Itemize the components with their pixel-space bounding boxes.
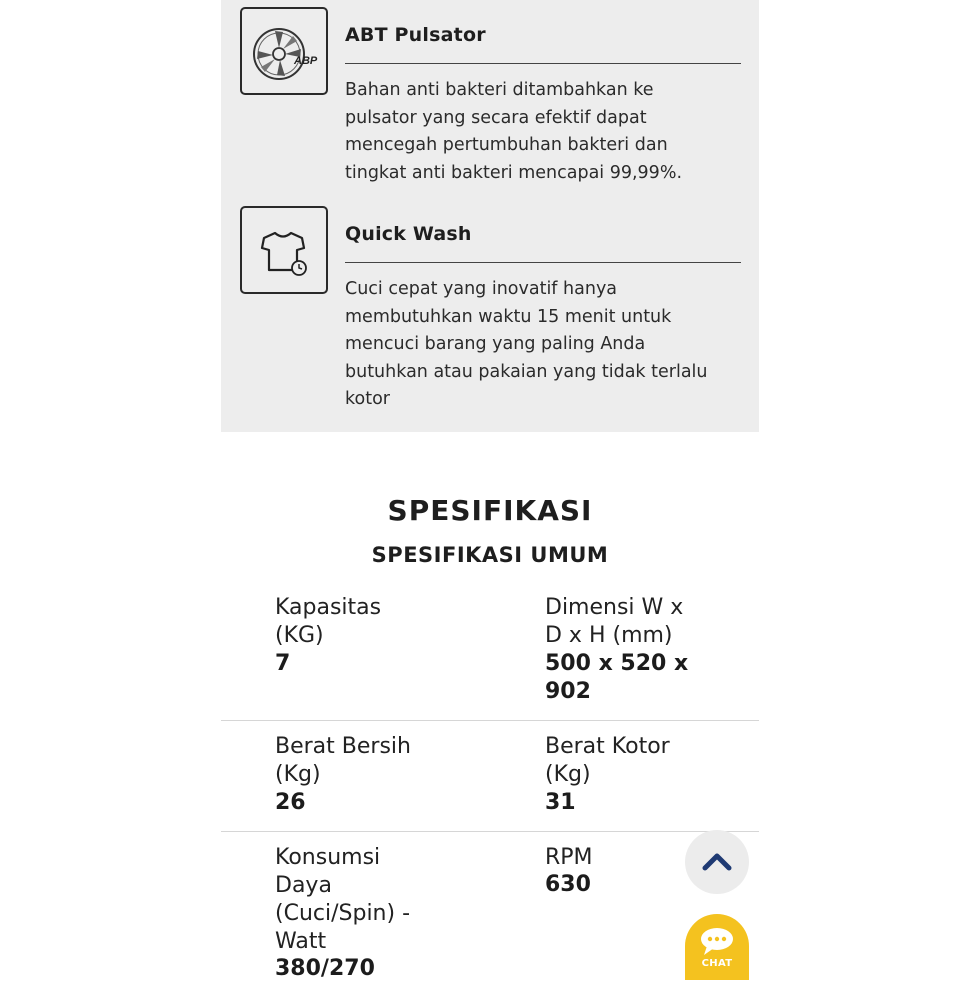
spec-value-capacity: 7 (275, 651, 291, 676)
feature-title: ABT Pulsator (345, 24, 486, 46)
features-panel (221, 0, 759, 432)
spec-label-power: Konsumsi Daya (Cuci/Spin) - Watt (275, 845, 411, 954)
feature-description: Cuci cepat yang inovatif hanya membutuhkan waktu 15 menit untuk mencuci barang yang paling Anda butuhkan atau pakaian yang tidak terlalu kotor (345, 279, 708, 409)
svg-text:ABP: ABP (294, 55, 318, 67)
feature-divider (345, 262, 741, 263)
spec-value-gross-weight: 31 (545, 790, 576, 815)
chat-bubble-icon (685, 914, 749, 980)
spec-label-gross-weight: Berat Kotor (Kg) (545, 734, 670, 787)
spec-value-rpm: 630 (545, 872, 591, 897)
spec-value-power: 380/270 (275, 956, 375, 981)
feature-divider (345, 63, 741, 64)
feature-description: Bahan anti bakteri ditambahkan ke pulsator yang secara efektif dapat mencegah pertumbuhan bakteri dan tingkat anti bakteri mencapai 99,99%. (345, 80, 683, 183)
chat-button[interactable] (685, 914, 749, 980)
spec-row-divider (221, 831, 759, 832)
chevron-up-icon (685, 830, 749, 894)
spec-value-net-weight: 26 (275, 790, 306, 815)
shirt-clock-icon (240, 206, 328, 294)
scroll-to-top-button[interactable] (685, 830, 749, 894)
feature-title: Quick Wash (345, 223, 472, 245)
abt-pulsator-icon (240, 7, 328, 95)
spec-label-net-weight: Berat Bersih (Kg) (275, 734, 411, 787)
spec-label-rpm: RPM (545, 845, 593, 870)
chat-label: CHAT (701, 958, 733, 969)
spec-label-capacity: Kapasitas (KG) (275, 595, 382, 648)
spec-row-divider (221, 720, 759, 721)
spec-value-dimension: 500 x 520 x 902 (545, 651, 689, 704)
section-subtitle: SPESIFIKASI UMUM (371, 543, 609, 567)
spec-label-dimension: Dimensi W x D x H (mm) (545, 595, 684, 648)
section-title: SPESIFIKASI (387, 494, 593, 527)
